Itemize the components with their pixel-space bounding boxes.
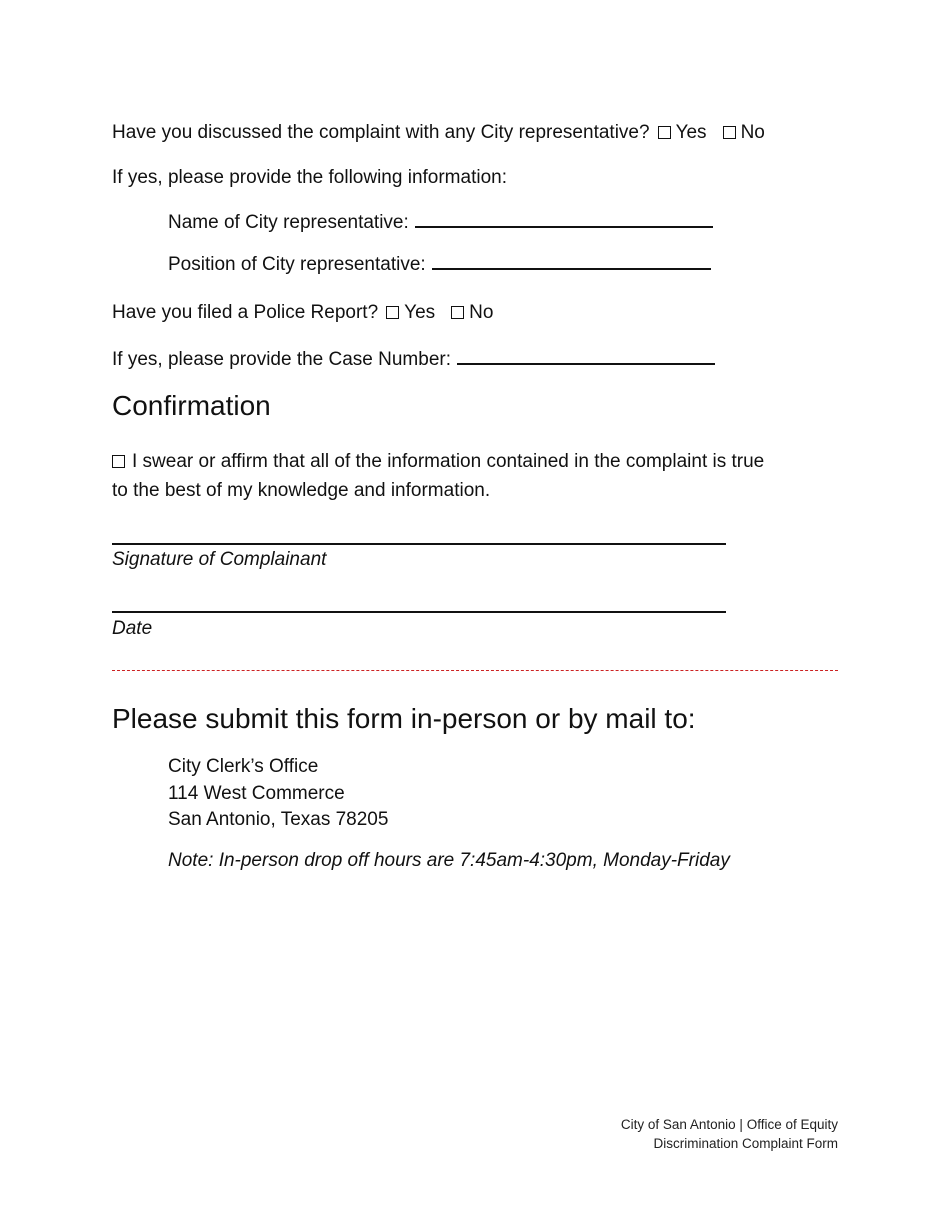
page-footer: [621, 1115, 838, 1153]
address-line: 114 West Commerce: [168, 782, 345, 804]
discussed-no-option[interactable]: [723, 121, 765, 145]
discussed-no-checkbox[interactable]: [723, 126, 736, 139]
discussed-no-label: No: [740, 122, 765, 143]
rep-position-field[interactable]: [432, 250, 711, 270]
footer-line-2: Discrimination Complaint Form: [653, 1136, 838, 1151]
rep-position-row: [168, 250, 711, 277]
affirm-checkbox[interactable]: [112, 455, 125, 468]
discussed-yes-checkbox[interactable]: [658, 126, 671, 139]
discussed-yes-label: Yes: [675, 122, 707, 143]
rep-name-field[interactable]: [415, 208, 713, 228]
cut-separator: [112, 670, 838, 671]
police-no-label: No: [469, 302, 494, 323]
date-label: Date: [112, 618, 153, 639]
drop-off-hours-note: Note: In-person drop off hours are 7:45am-4:30pm, Monday-Friday: [168, 850, 730, 871]
signature-line[interactable]: [112, 543, 726, 545]
police-no-checkbox[interactable]: [451, 306, 464, 319]
discussed-yes-option[interactable]: [658, 121, 707, 145]
mailing-address: [168, 754, 388, 834]
discussed-question-row: [112, 121, 765, 145]
police-yes-option[interactable]: [386, 301, 435, 325]
police-no-option[interactable]: [451, 301, 493, 325]
case-number-field[interactable]: [457, 345, 715, 365]
affirm-line-1: I swear or affirm that all of the information contained in the complaint is true: [132, 451, 765, 472]
signature-label: Signature of Complainant: [112, 549, 327, 570]
police-question-text: Have you filed a Police Report?: [112, 302, 379, 323]
date-line[interactable]: [112, 611, 726, 613]
footer-line-1: City of San Antonio | Office of Equity: [620, 1117, 838, 1132]
rep-position-label: Position of City representative:: [168, 254, 426, 275]
case-number-row: [112, 345, 715, 372]
police-question-row: [112, 301, 493, 325]
police-yes-label: Yes: [404, 302, 436, 323]
affirm-line-2: to the best of my knowledge and information.: [112, 480, 491, 501]
submit-heading: Please submit this form in-person or by mail to:: [112, 703, 696, 734]
address-line: San Antonio, Texas 78205: [168, 809, 389, 830]
case-number-label: If yes, please provide the Case Number:: [112, 349, 452, 370]
affirm-statement: [112, 450, 764, 503]
if-yes-info-text: If yes, please provide the following information:: [112, 167, 507, 188]
rep-name-label: Name of City representative:: [168, 212, 409, 233]
police-yes-checkbox[interactable]: [386, 306, 399, 319]
rep-name-row: [168, 208, 713, 235]
confirmation-heading: Confirmation: [112, 390, 271, 421]
address-line: City Clerk’s Office: [168, 756, 319, 777]
discussed-question-text: Have you discussed the complaint with any City representative?: [112, 122, 650, 143]
affirm-line-1-row: [112, 450, 764, 474]
